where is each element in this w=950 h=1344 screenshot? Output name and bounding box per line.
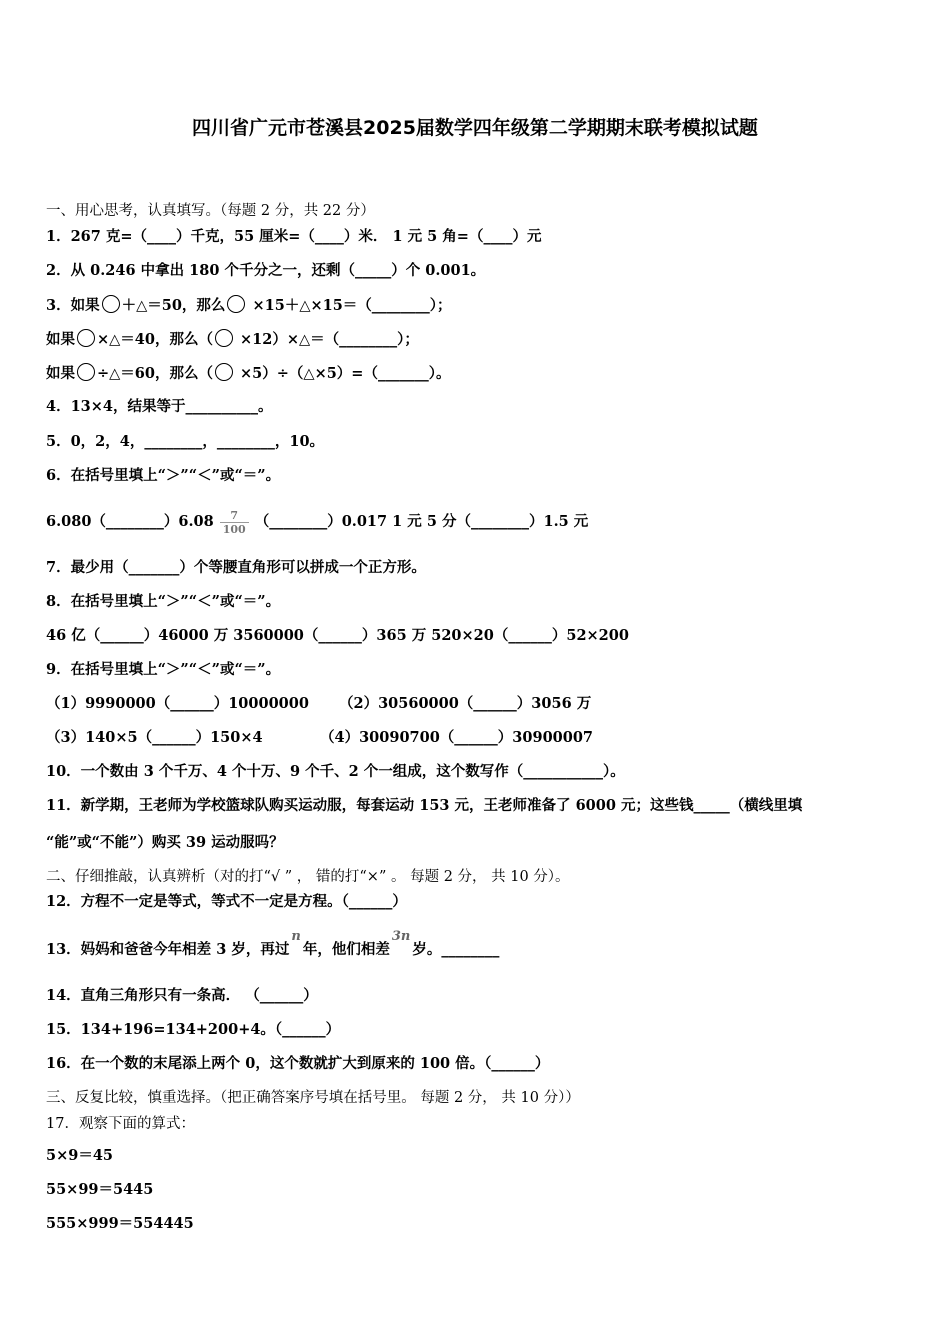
question-4: 4．13×4，结果等于__________。 <box>46 398 273 415</box>
question-9-item-1: （1）9990000（______）10000000 <box>46 695 309 712</box>
question-12: 12．方程不一定是等式，等式不一定是方程。（______） <box>46 893 407 910</box>
section-2-heading: 二、仔细推敲，认真辨析（对的打“√ ” ， 错的打“×” 。 每题 2 分， 共 10 分）。 <box>46 869 570 885</box>
circle-icon <box>227 295 245 313</box>
variable-3n: 3n <box>391 929 411 944</box>
question-15: 15．134+196=134+200+4。（______） <box>46 1021 341 1038</box>
equation-1: 5×9＝45 <box>46 1147 114 1164</box>
circle-icon <box>77 329 95 347</box>
question-8-items: 46 亿（______）46000 万 3560000（______）365 万 520×20（______）52×200 <box>46 627 629 644</box>
question-3-line-1 <box>46 295 452 316</box>
q13-part2: 年，他们相差 <box>302 941 390 958</box>
question-3-line-3 <box>46 363 450 384</box>
q6-item-a: 6.080（________）6.08 <box>46 513 214 530</box>
circle-icon <box>77 363 95 381</box>
q3c-part3: ×5）÷（△×5）=（_______）。 <box>234 365 451 382</box>
section-1-heading: 一、用心思考，认真填写。（每题 2 分，共 22 分） <box>46 203 375 219</box>
question-11-line-1: 11．新学期，王老师为学校篮球队购买运动服，每套运动 153 元，王老师准备了 6000 元；这些钱_____（横线里填 <box>46 797 803 814</box>
q3a-part3: ×15＋△×15＝（________）； <box>247 297 452 314</box>
q3c-part2: ÷△＝60，那么（ <box>97 365 213 382</box>
question-11-line-2: “能”或“不能”）购买 39 运动服吗？ <box>46 834 284 851</box>
question-1: 1．267 克=（____）千克，55 厘米=（____）米． 1 元 5 角=（____）元 <box>46 228 542 245</box>
equation-3: 555×999＝554445 <box>46 1215 194 1232</box>
question-14: 14．直角三角形只有一条高． （______） <box>46 987 318 1004</box>
question-5: 5．0，2，4，________，________，10。 <box>46 433 325 450</box>
question-10: 10．一个数由 3 个千万、4 个十万、9 个千、2 个一组成，这个数写作（___________）。 <box>46 763 625 780</box>
question-2: 2．从 0.246 中拿出 180 个千分之一，还剩（_____）个 0.001。 <box>46 262 486 279</box>
circle-icon <box>102 295 120 313</box>
fraction-denominator: 100 <box>222 522 246 536</box>
question-6-items <box>46 500 588 544</box>
question-9-item-4: （4）30090700（______）30900007 <box>320 729 594 746</box>
question-13 <box>46 929 500 961</box>
question-17: 17．观察下面的算式： <box>46 1116 195 1132</box>
question-16: 16．在一个数的末尾添上两个 0，这个数就扩大到原来的 100 倍。（______） <box>46 1055 550 1072</box>
q3c-part1: 如果 <box>46 365 75 382</box>
circle-icon <box>215 329 233 347</box>
question-9: 9．在括号里填上“＞”“＜”或“＝”。 <box>46 661 281 678</box>
q3b-part1: 如果 <box>46 331 75 348</box>
fraction <box>220 509 249 536</box>
question-3-line-2 <box>46 329 419 350</box>
q6-item-b: （________）0.017 1 元 5 分（________）1.5 元 <box>254 513 589 530</box>
page-title: 四川省广元市苍溪县2025届数学四年级第二学期期末联考模拟试题 <box>192 117 758 139</box>
question-9-item-2: （2）30560000（______）3056 万 <box>339 695 592 712</box>
question-6: 6．在括号里填上“＞”“＜”或“＝”。 <box>46 467 281 484</box>
q13-part3: 岁。________ <box>412 941 500 958</box>
q3a-part2: ＋△＝50，那么 <box>121 297 226 314</box>
question-9-item-3: （3）140×5（______）150×4 <box>46 729 263 746</box>
question-8: 8．在括号里填上“＞”“＜”或“＝”。 <box>46 593 281 610</box>
fraction-numerator: 7 <box>220 509 249 523</box>
equation-2: 55×99＝5445 <box>46 1181 154 1198</box>
circle-icon <box>215 363 233 381</box>
section-3-heading: 三、反复比较，慎重选择。（把正确答案序号填在括号里。 每题 2 分， 共 10 分）） <box>46 1090 580 1106</box>
q3b-part2: ×△＝40，那么（ <box>97 331 213 348</box>
question-7: 7．最少用（_______）个等腰直角形可以拼成一个正方形。 <box>46 559 426 576</box>
q3a-part1: 3．如果 <box>46 297 100 314</box>
q13-part1: 13．妈妈和爸爸今年相差 3 岁，再过 <box>46 941 290 958</box>
q3b-part3: ×12）×△＝（________）； <box>234 331 419 348</box>
variable-n: n <box>291 929 301 944</box>
